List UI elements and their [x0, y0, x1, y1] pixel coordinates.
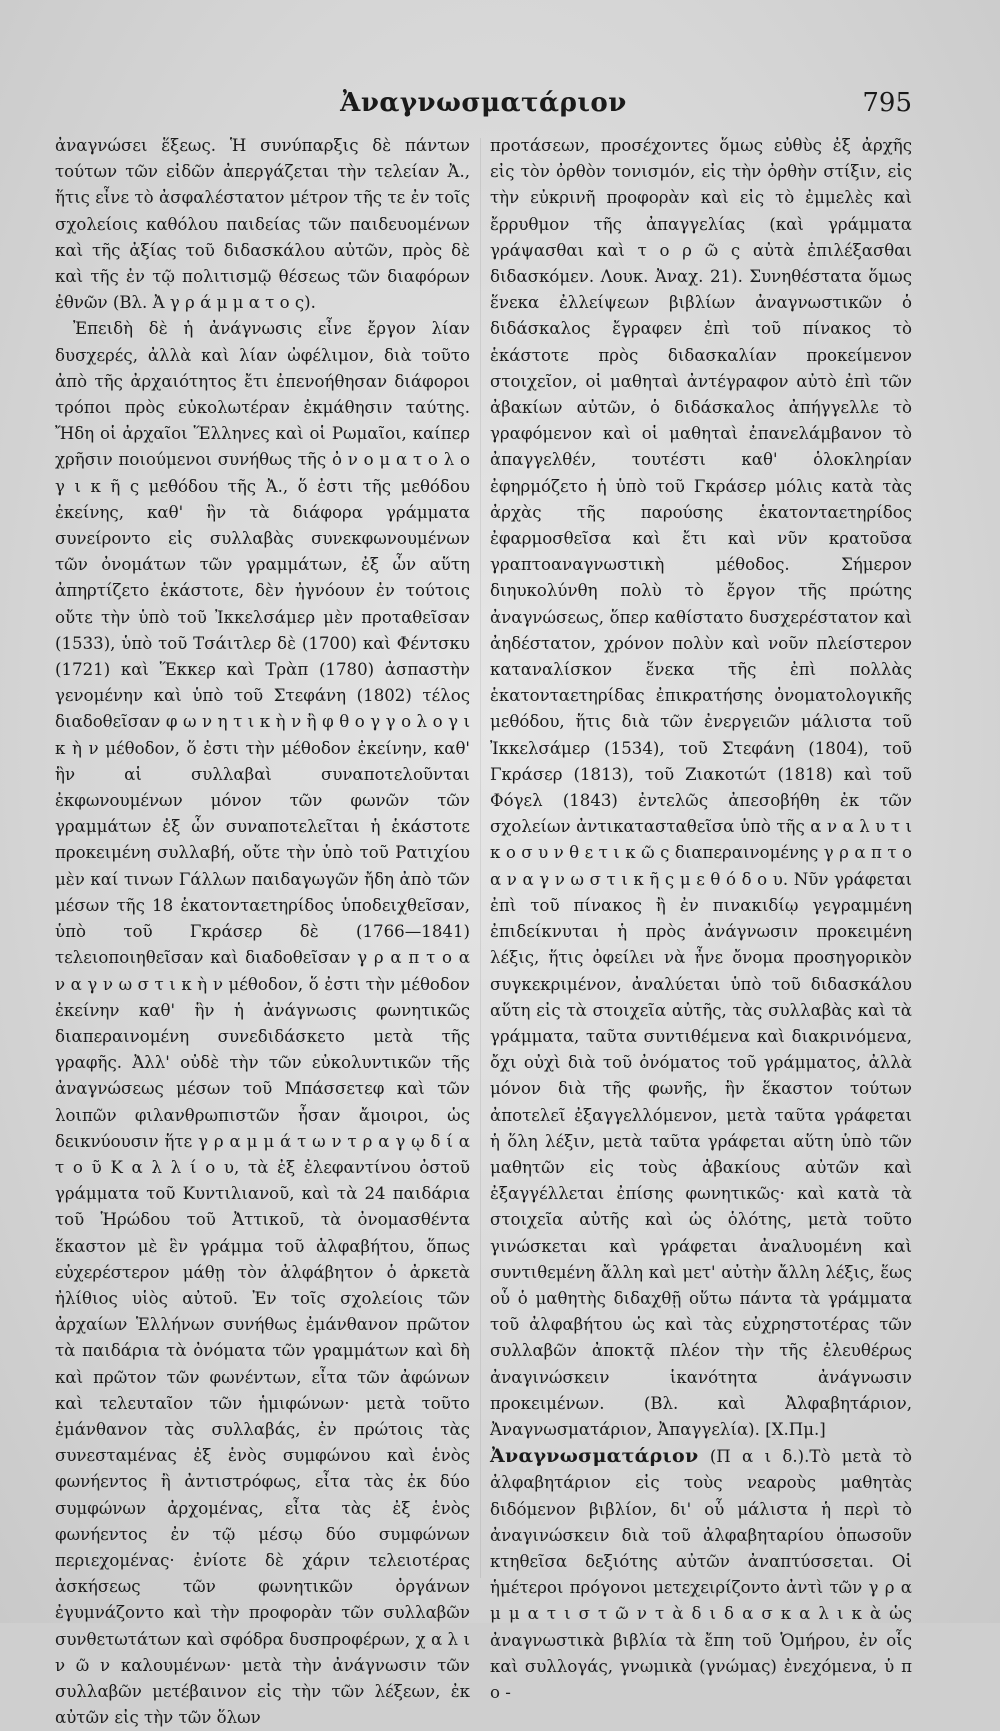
right-paragraph-1: προτάσεων, προσέχοντες ὅμως εὐθὺς ἐξ ἀρχῆς εἰς τὸν ὀρθὸν τονισμόν, εἰς τὴν ὀρθὴν στίξιν, εἰς τὴν εὐκρινῆ προφορὰν καὶ εἰς τὸ ἐμμελὲς καὶ ἔρρυθμον τῆς ἀπαγγελίας (καὶ γράμματα γράψασθαι καὶ τ ο ρ ῶ ς αὐτὰ ἐπιλέξασθαι διδασκόμεν. Λουκ. Ἀναχ. 21). Συνηθέστατα ὅμως ἕνεκα ἐλλείψεων βιβλίων ἀναγνωστικῶν ὁ διδάσκαλος ἔγραφεν ἐπὶ τοῦ πίνακος τὸ ἑκάστοτε πρὸς διδασκαλίαν προκείμενον στοιχεῖον, οἱ μαθηταὶ ἀντέγραφον αὐτὸ ἐπὶ τῶν ἀβακίων αὐτῶν, ὁ διδάσκαλος ἀπήγγελλε τὸ γραφόμενον καὶ οἱ μαθηταὶ ἐπανελάμβανον τὸ ἀπαγγελθέν, τουτέστι καθ' ὁλοκληρίαν ἐφηρμόζετο ἡ ὑπὸ τοῦ Γκράσερ μόλις κατὰ τὰς ἀρχὰς τῆς παρούσης ἑκατονταετηρίδος ἐφαρμοσθεῖσα καὶ ἔτι καὶ νῦν κρατοῦσα γραπτοαναγνωστικὴ μέθοδος. Σήμερον διηυκολύνθη πολὺ τὸ ἔργον τῆς πρώτης ἀναγνώσεως, ὅπερ καθίστατο δυσχερέστατον καὶ ἀηδέστατον, χρόνον πολὺν καὶ νοῦν πλείστερον καταναλίσκον ἕνεκα τῆς ἐπὶ πολλὰς ἑκατονταετηρίδας ἐπικρατήσης ὀνοματολογικῆς μεθόδου, ἥτις διὰ τῶν ἐνεργειῶν μάλιστα τοῦ Ἰκκελσάμερ (1534), τοῦ Στεφάνη (1804), τοῦ Γκράσερ (1813), τοῦ Ζιακοτώτ (1818) καὶ τοῦ Φόγελ (1843) ἐντελῶς ἀπεσοβήθη ἐκ τῶν σχολείων ἀντικατασταθεῖσα ὑπὸ τῆς α ν α λ υ τ ι κ ο σ υ ν θ ε τ ι κ ῶ ς διαπεραινομένης γ ρ α π τ ο α ν α γ ν ω σ τ ι κ ῆ ς μ ε θ ό δ ο υ. Νῦν γράφεται ἐπὶ τοῦ πίνακος ἢ ἐν πινακιδίῳ γεγραμμένη ἐπιδείκνυται ἡ πρὸς ἀνάγνωσιν προκειμένη λέξις, ἥτις ὀφείλει νὰ ἦνε ὄνομα προσηγορικὸν συγκεκριμένον, ἀναλύεται ὑπὸ τοῦ διδασκάλου αὕτη εἰς τὰ στοιχεῖα αὐτῆς, τὰς συλλαβὰς καὶ τὰ γράμματα, ταῦτα συντιθέμενα καὶ διακρινόμενα, ὄχι οὐχὶ διὰ τοῦ ὀνόματος τοῦ γράμματος, ἀλλὰ μόνον διὰ τῆς φωνῆς, ἣν ἕκαστον τούτων ἀποτελεῖ ἐξαγγελλόμενον, μετὰ ταῦτα γράφεται ἡ ὅλη λέξιν, μετὰ ταῦτα γράφεται αὕτη ὑπὸ τῶν μαθητῶν εἰς τοὺς ἀβακίους αὐτῶν καὶ ἐξαγγέλλεται ἐπίσης φωνητικῶς· καὶ κατὰ τὰ στοιχεῖα αὐτῆς καὶ ὡς ὁλότης, μετὰ τοῦτο γινώσκεται καὶ γράφεται ἀναλυομένη καὶ συντιθεμένη ἄλλη καὶ μετ' αὐτὴν ἄλλη λέξις, ἕως οὗ ὁ μαθητὴς διδαχθῇ οὕτω πάντα τὰ γράμματα τοῦ ἀλφαβήτου ὡς καὶ τὰς εὐχρηστοτέρας τῶν συλλαβῶν ἀποκτᾷ πλέον τὴν τῆς ἐλευθέρως ἀναγινώσκειν ἱκανότητα ἀνάγνωσιν προκειμένων. (Βλ. καὶ Ἀλφαβητάριον, Ἀναγνωσματάριον, Ἀπαγγελία). [Χ.Πμ.] — [490, 136, 912, 1439]
left-paragraph-2: Ἐπειδὴ δὲ ἡ ἀνάγνωσις εἶνε ἔργον λίαν δυσχερές, ἀλλὰ καὶ λίαν ὠφέλιμον, διὰ τοῦτο ἀπὸ τῆς ἀρχαιότητος ἔτι ἐπενοήθησαν διάφοροι τρόποι πρὸς εὐκολωτέραν ἐκμάθησιν ταύτης. Ἤδη οἱ ἀρχαῖοι Ἕλληνες καὶ οἱ Ρωμαῖοι, καίπερ χρῆσιν ποιούμενοι συνήθως τῆς ὀ ν ο μ α τ ο λ ο γ ι κ ῆ ς μεθόδου τῆς Ἀ., ὅ ἐστι τῆς μεθόδου ἐκείνης, καθ' ἣν τὰ διάφορα γράμματα συνείροντο εἰς συλλαβὰς συνεκφωνουμένων τῶν ὀνομάτων τῶν γραμμάτων, ἐξ ὧν αὕτη ἀπηρτίζετο ἑκάστοτε, δὲν ἠγνόουν ἐν τούτοις οὔτε τὴν ὑπὸ τοῦ Ἰκκελσάμερ μὲν προταθεῖσαν (1533), ὑπὸ τοῦ Τσάιτλερ δὲ (1700) καὶ Φέντσκυ (1721) καὶ Ἕκκερ καὶ Τρὰπ (1780) ἀσπαστὴν γενομένην καὶ ὑπὸ τοῦ Στεφάνη (1802) τέλος διαδοθεῖσαν φ ω ν η τ ι κ ὴ ν ἢ φ θ ο γ γ ο λ ο γ ι κ ὴ ν μέθοδον, ὅ ἐστι τὴν μέθοδον ἐκείνην, καθ' ἣν αἱ συλλαβαὶ συναποτελοῦνται ἐκφωνουμένων μόνον τῶν φωνῶν τῶν γραμμάτων ἐξ ὧν συναποτελεῖται ἡ ἑκάστοτε προκειμένη συλλαβή, οὔτε τὴν ὑπὸ τοῦ Ρατιχίου μὲν καί τινων Γάλλων παιδαγωγῶν ἤδη ἀπὸ τῶν μέσων τῆς 18 ἑκατονταετηρίδος ὑποδειχθεῖσαν, ὑπὸ τοῦ Γκράσερ δὲ (1766—1841) τελειοποιηθεῖσαν καὶ διαδοθεῖσαν γ ρ α π τ ο α ν α γ ν ω σ τ ι κ ὴ ν μέθοδον, ὅ ἐστι τὴν μέθοδον ἐκείνην καθ' ἣν ἡ ἀνάγνωσις φωνητικῶς διαπεραινομένη συνεδιδάσκετο μετὰ τῆς γραφῆς. Ἀλλ' οὐδὲ τὴν τῶν εὐκολυντικῶν τῆς ἀναγνώσεως μέσων τοῦ Μπάσσετεφ καὶ τῶν λοιπῶν φιλανθρωπιστῶν ἦσαν ἄμοιροι, ὡς δεικνύουσιν ἥτε γ ρ α μ μ ά τ ω ν τ ρ α γ ῳ δ ί α τ ο ῦ Κ α λ λ ί ο υ, τὰ ἐξ ἐλεφαντίνου ὀστοῦ γράμματα τοῦ Κυντιλιανοῦ, καὶ τὰ 24 παιδάρια τοῦ Ἡρώδου τοῦ Ἀττικοῦ, τὰ ὀνομασθέντα ἕκαστον μὲ ἓν γράμμα τοῦ ἀλφαβήτου, ὅπως εὐχερέστερον μάθῃ τὸν ἀλφάβητον ὁ ἀρκετὰ ἠλίθιος υἱὸς αὐτοῦ. Ἐν τοῖς σχολείοις τῶν ἀρχαίων Ἑλλήνων συνήθως ἐμάνθανον πρῶτον τὰ παιδάρια τὰ ὀνόματα τῶν γραμμάτων καὶ δὴ καὶ πρῶτον τῶν φωνέντων, εἶτα τῶν ἀφώνων καὶ τελευταῖον τῶν ἡμιφώνων· μετὰ τοῦτο ἐμάνθανον τὰς συλλαβάς, ἐν πρώτοις τὰς συνεσταμένας ἐξ ἑνὸς συμφώνου καὶ ἑνὸς φωνήεντος ἢ ἀντιστρόφως, εἶτα τὰς ἐκ δύο συμφώνων ἀρχομένας, εἶτα τὰς ἐξ ἑνὸς φωνήεντος ἐν τῷ μέσῳ δύο συμφώνων περιεχομένας· ἐνίοτε δὲ χάριν τελειοτέρας ἀσκήσεως τῶν φωνητικῶν ὀργάνων ἐγυμνάζοντο καὶ τὴν προφορὰν τῶν συλλαβῶν συνθετωτάτων καὶ σφόδρα δυσπροφέρων, χ α λ ι ν ῶ ν καλουμένων· μετὰ τὴν ἀνάγνωσιν τῶν συλλαβῶν μετέβαινον εἰς τὴν τῶν λέξεων, ἐκ αὐτῶν εἰς τὴν τῶν ὅλων — [55, 319, 470, 1728]
running-head: Ἀναγνωσματάριον — [340, 88, 627, 118]
dictionary-entry — [490, 1443, 912, 1706]
entry-text: Τὸ μετὰ τὸ ἀλφαβητάριον εἰς τοὺς νεαροὺς μαθητὰς διδόμενον βιβλίον, δι' οὗ μάλιστα ἡ περὶ τὸ ἀναγινώσκειν διὰ τοῦ ἀλφαβηταρίου ὁπωσοῦν κτηθεῖσα δεξιότης αὐτῶν ἀναπτύσσεται. Οἱ ἡμέτεροι πρόγονοι μετεχειρίζοντο ἀντὶ τῶν γ ρ α μ μ α τ ι σ τ ῶ ν τ ὰ δ ι δ α σ κ α λ ι κ ὰ ὡς ἀναγνωστικὰ βιβλία τὰ ἔπη τοῦ Ὁμήρου, ἐν οἷς καὶ συλλογάς, γνωμικὰ (γνώμας) ἐνεχόμενα, ὑ π ο - — [490, 1447, 913, 1702]
entry-label: (Π α ι δ.). — [709, 1447, 810, 1467]
page-number: 795 — [862, 88, 912, 118]
entry-headword: Ἀναγνωσματάριον — [490, 1445, 699, 1468]
right-column — [490, 133, 912, 1706]
left-paragraph-1: ἀναγνώσει ἕξεως. Ἡ συνύπαρξις δὲ πάντων τούτων τῶν εἰδῶν ἀπεργάζεται τὴν τελείαν Ἀ., ἥτις εἶνε τὸ ἀσφαλέστατον μέτρον τῆς τε ἐν τοῖς σχολείοις καθόλου παιδείας τῶν παιδευομένων καὶ τῆς ἀξίας τοῦ διδασκάλου αὐτῶν, πρὸς δὲ καὶ τῆς ἐν τῷ πολιτισμῷ θέσεως τῶν διαφόρων ἐθνῶν (Βλ. Ἀ γ ρ ά μ μ α τ ο ς). — [55, 136, 470, 313]
page-header — [55, 82, 912, 122]
left-column — [55, 133, 470, 1731]
column-gutter — [480, 138, 481, 1578]
